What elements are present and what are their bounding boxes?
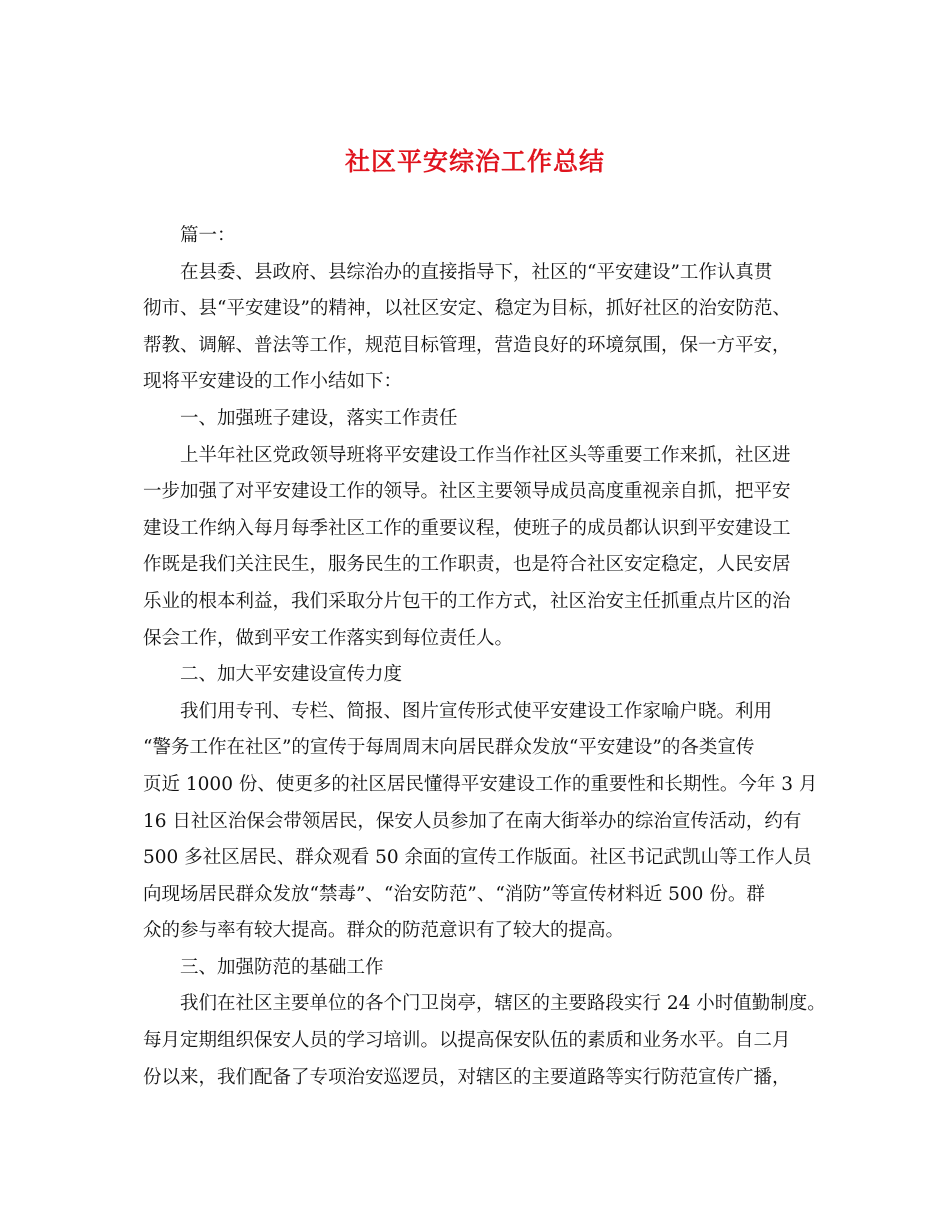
text-line: 篇一： [180, 225, 236, 246]
document-body [143, 218, 826, 1096]
text-line: 每月定期组织保安人员的学习培训。以提高保安队伍的素质和业务水平。自二月 [143, 1030, 791, 1052]
text-line: 向现场居民群众发放“禁毒”、“治安防范”、“消防”等宣传材料近 500 份。群 [143, 883, 765, 905]
text-line: 份以来，我们配备了专项治安巡逻员，对辖区的主要道路等实行防范宣传广播， [143, 1066, 791, 1088]
text-line: 16 日社区治保会带领居民，保安人员参加了在南大街举办的综治宣传活动，约有 [143, 810, 802, 832]
text-line: 500 多社区居民、群众观看 50 余面的宣传工作版面。社区书记武凯山等工作人员 [143, 847, 812, 869]
text-line: 现将平安建设的工作小结如下： [143, 371, 403, 393]
text-line: 作既是我们关注民生，服务民生的工作职责，也是符合社区安定稳定，人民安居 [143, 554, 791, 576]
text-line: 上半年社区党政领导班将平安建设工作当作社区头等重要工作来抓，社区进 [180, 444, 791, 466]
text-line: 一步加强了对平安建设工作的领导。社区主要领导成员高度重视亲自抓，把平安 [143, 481, 791, 503]
document-title: 社区平安综治工作总结 [344, 147, 605, 176]
text-line: 众的参与率有较大提高。群众的防范意识有了较大的提高。 [143, 920, 625, 942]
text-line: 帮教、调解、普法等工作，规范目标管理，营造良好的环境氛围，保一方平安， [143, 334, 791, 356]
text-line: 我们在社区主要单位的各个门卫岗亭，辖区的主要路段实行 24 小时值勤制度。 [180, 993, 826, 1015]
text-line: 页近 1000 份、使更多的社区居民懂得平安建设工作的重要性和长期性。今年 3 月 [143, 773, 818, 795]
text-line: 三、加强防范的基础工作 [180, 956, 384, 978]
text-line: 建设工作纳入每月每季社区工作的重要议程，使班子的成员都认识到平安建设工 [143, 517, 791, 539]
text-line: 彻市、县“平安建设”的精神，以社区安定、稳定为目标，抓好社区的治安防范、 [143, 298, 791, 320]
text-line: 我们用专刊、专栏、简报、图片宣传形式使平安建设工作家喻户晓。利用 [180, 700, 773, 722]
text-line: “警务工作在社区”的宣传于每周周末向居民群众发放“平安建设”的各类宣传 [143, 737, 755, 759]
text-line: 一、加强班子建设，落实工作责任 [180, 407, 458, 429]
text-line: 乐业的根本利益，我们采取分片包干的工作方式，社区治安主任抓重点片区的治 [143, 590, 791, 612]
text-line: 在县委、县政府、县综治办的直接指导下，社区的“平安建设”工作认真贯 [180, 261, 773, 283]
text-line: 二、加大平安建设宣传力度 [180, 664, 403, 686]
text-line: 保会工作，做到平安工作落实到每位责任人。 [143, 627, 514, 649]
